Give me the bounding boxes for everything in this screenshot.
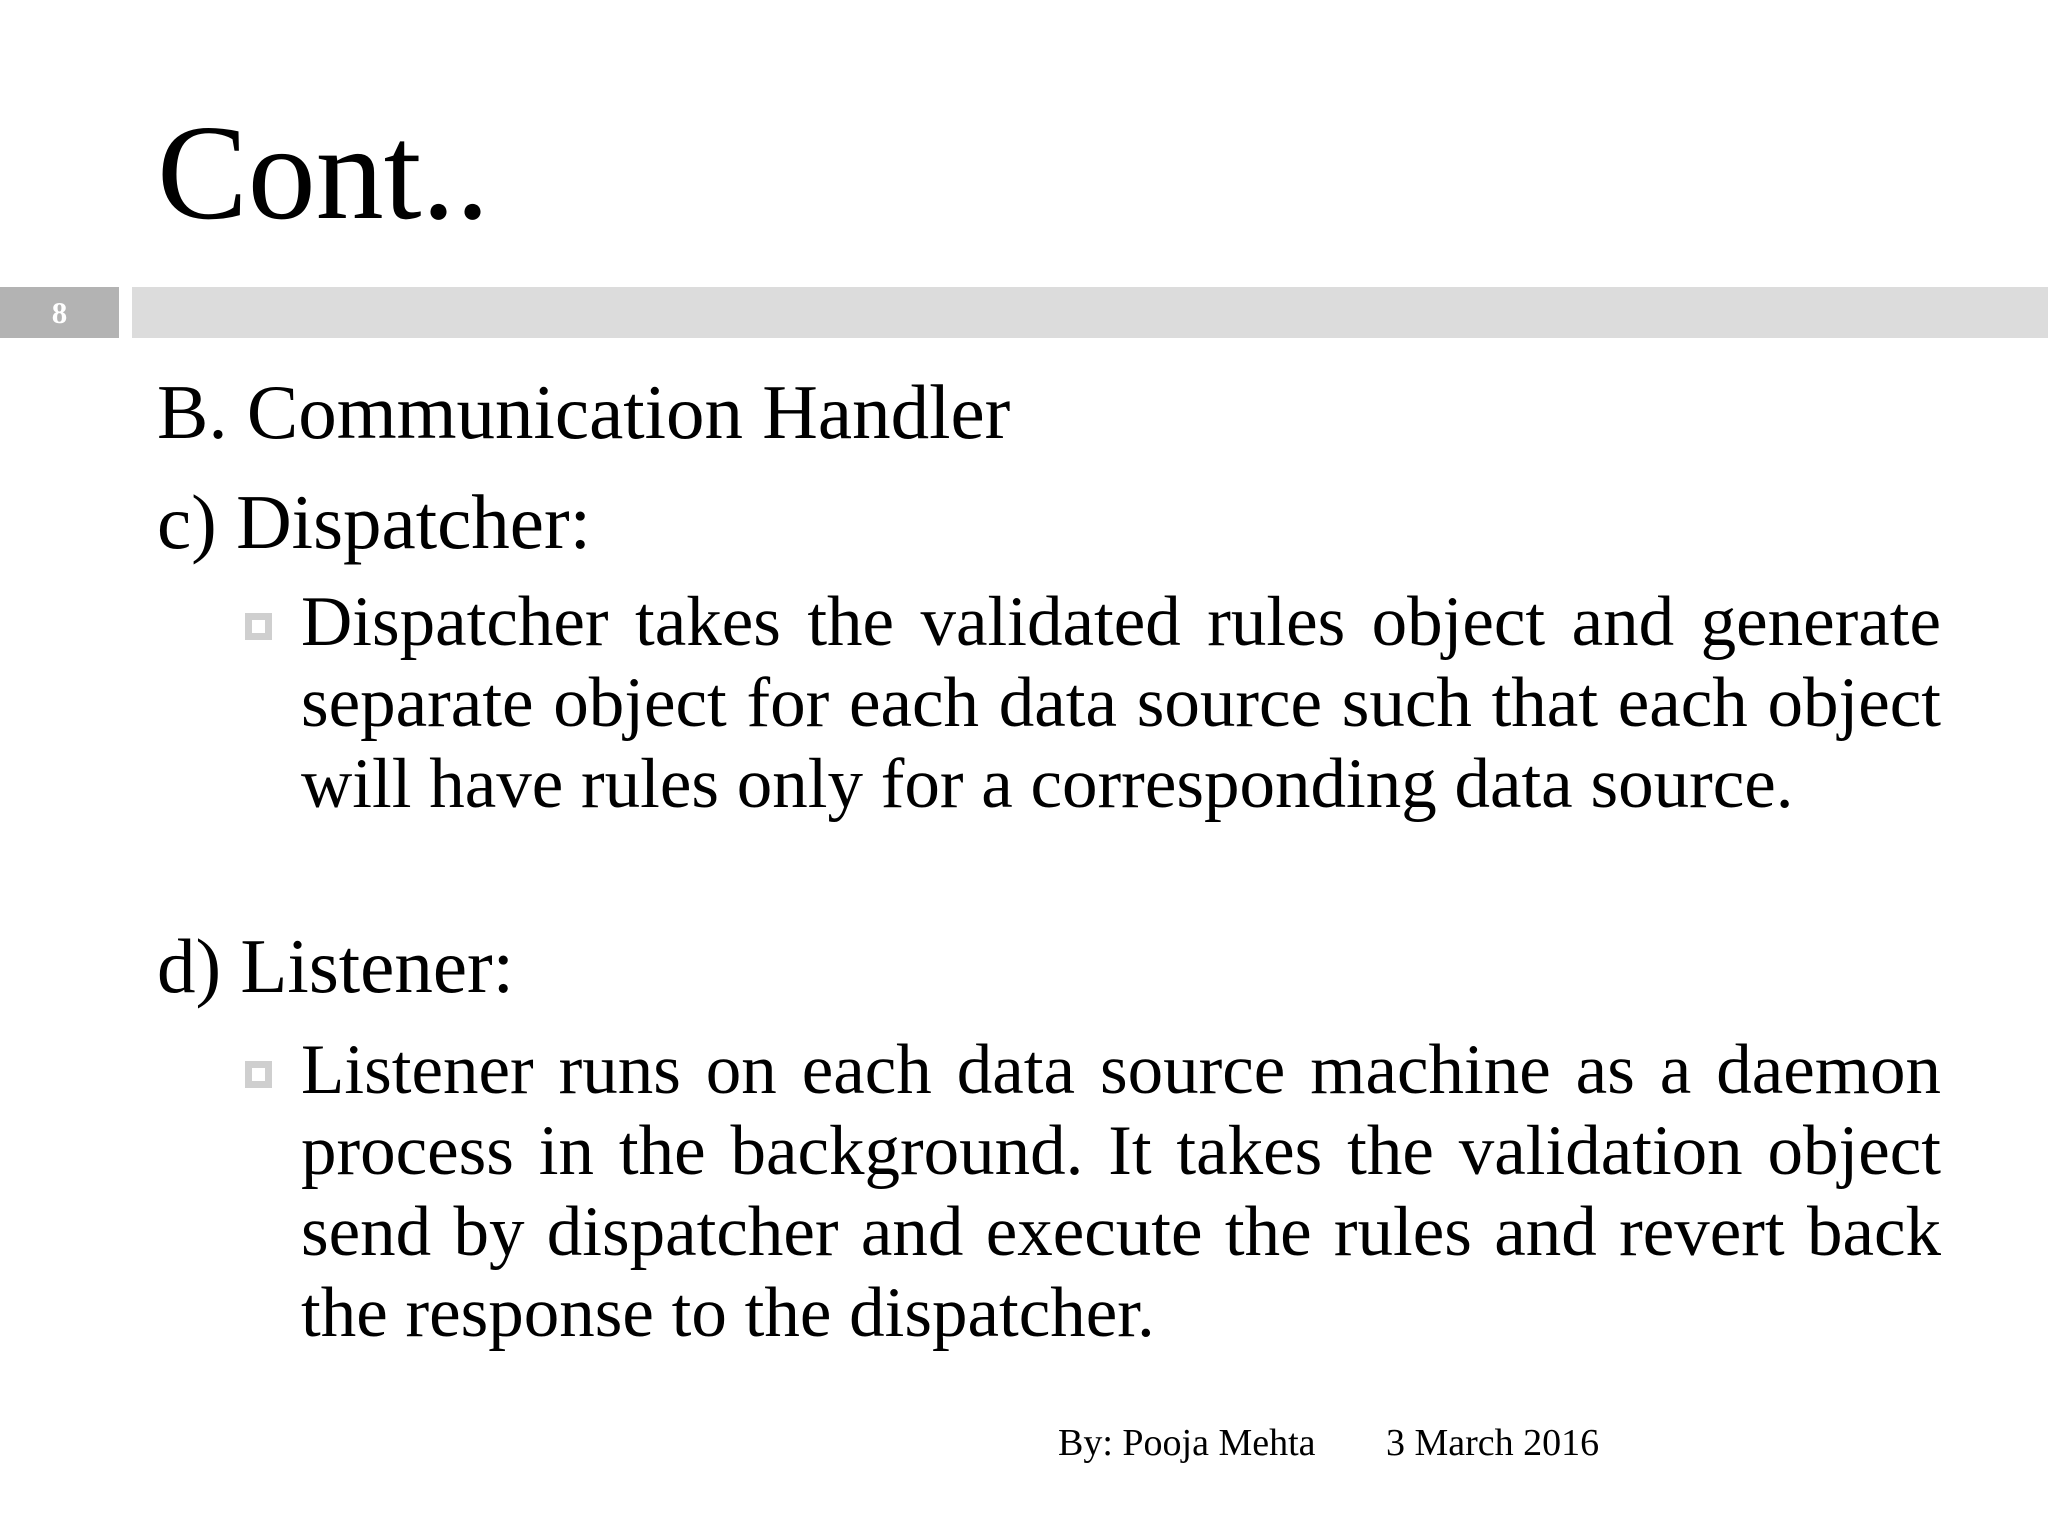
listener-heading: d) Listener: — [157, 923, 515, 1009]
footer-author: By: Pooja Mehta — [1058, 1422, 1316, 1464]
square-bullet-icon — [245, 613, 272, 640]
title-divider — [0, 287, 2048, 338]
dispatcher-heading: c) Dispatcher: — [157, 479, 591, 565]
listener-bullet-text: Listener runs on each data source machine as a daemon process in the background. It takes the validation object send by dispatcher and execute the rules and revert back the response to the dispatcher. — [301, 1031, 1941, 1352]
section-heading: B. Communication Handler — [157, 369, 1011, 455]
square-bullet-icon — [245, 1061, 272, 1088]
dispatcher-bullet-text: Dispatcher takes the validated rules object and generate separate object for each data source such that each object will have rules only for a corresponding data source. — [301, 583, 1941, 823]
slide-title: Cont.. — [157, 98, 490, 248]
slide-number: 8 — [0, 287, 119, 338]
divider-line — [132, 287, 2048, 338]
footer-date: 3 March 2016 — [1386, 1422, 1600, 1464]
